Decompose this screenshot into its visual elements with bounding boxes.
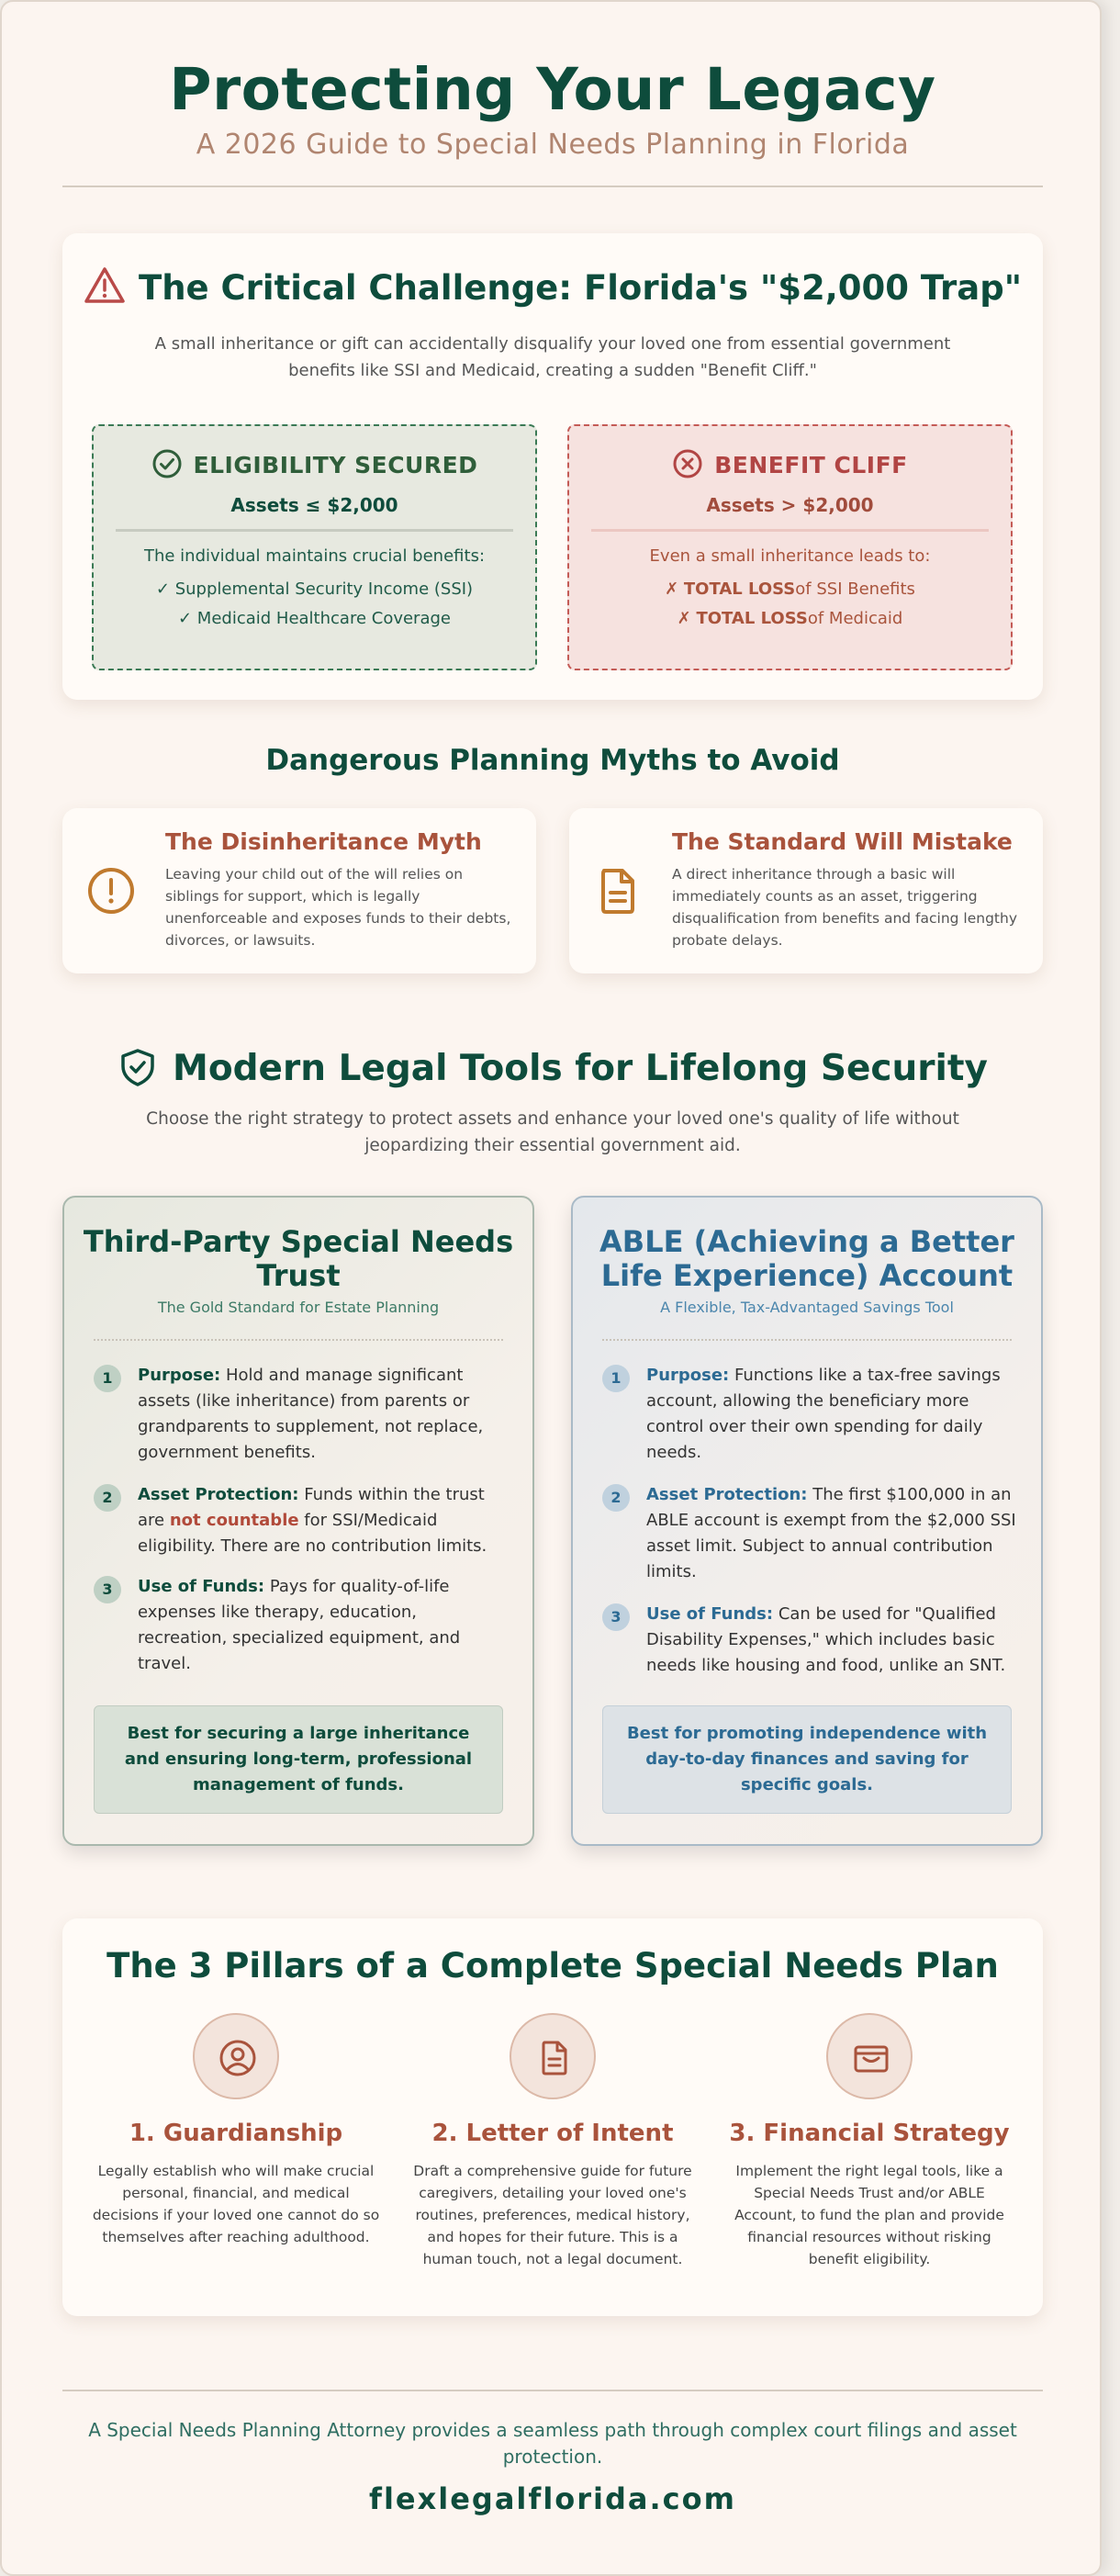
- number-badge: 3: [602, 1603, 630, 1631]
- cliff-lead: Even a small inheritance leads to:: [649, 546, 931, 566]
- able-account-card: [571, 1196, 1043, 1846]
- footer-note: A Special Needs Planning Attorney provides a seamless path through complex court filings and asset protection.: [88, 2419, 1017, 2468]
- number-badge: 1: [602, 1365, 630, 1392]
- number-badge: 1: [94, 1365, 121, 1392]
- number-badge: 3: [94, 1576, 121, 1603]
- challenge-description: A small inheritance or gift can accidentally disqualify your loved one from essential government benefits like SSI and Medicaid, creating a sudden "Benefit Cliff.": [154, 334, 951, 380]
- number-badge: 2: [94, 1484, 121, 1512]
- divider: [591, 529, 989, 532]
- snt-subtitle: The Gold Standard for Estate Planning: [157, 1299, 440, 1316]
- header: [62, 55, 1043, 161]
- pillar-guardianship: [84, 2013, 387, 2248]
- website-link[interactable]: flexlegalflorida.com: [369, 2481, 736, 2516]
- page-subtitle: A 2026 Guide to Special Needs Planning in Florida: [196, 129, 910, 161]
- snt-best-for: Best for securing a large inheritance and ensuring long-term, professional management of funds.: [94, 1705, 503, 1814]
- challenge-title-row: [62, 266, 1043, 308]
- tools-heading-row: [2, 1047, 1103, 1089]
- cliff-heading: BENEFIT CLIFF: [714, 452, 908, 478]
- myth-title: The Disinheritance Myth: [165, 828, 482, 855]
- eligibility-secured-box: [92, 424, 537, 670]
- benefit-cliff-box: [567, 424, 1013, 670]
- wallet-icon: [826, 2013, 913, 2099]
- dotted-divider: [602, 1339, 1012, 1341]
- pillar-title: 3. Financial Strategy: [729, 2120, 1010, 2147]
- challenge-title: The Critical Challenge: Florida's "$2,000 Trap": [138, 268, 1023, 308]
- shield-check-icon: [118, 1047, 158, 1087]
- pillar-letter-of-intent: [401, 2013, 704, 2270]
- able-subtitle: A Flexible, Tax-Advantaged Savings Tool: [660, 1299, 954, 1316]
- alert-circle-icon: [86, 866, 136, 916]
- myth-text: Leaving your child out of the will relies on siblings for support, which is legally unenforceable and exposes funds to their debts, divorces, or lawsuits.: [165, 866, 511, 949]
- pillar-title: 2. Letter of Intent: [431, 2120, 674, 2147]
- list-item: ✗ TOTAL LOSSof SSI Benefits: [665, 579, 915, 599]
- pillar-financial-strategy: [718, 2013, 1021, 2270]
- document-icon: [510, 2013, 596, 2099]
- footer-divider: [62, 2390, 1043, 2391]
- person-icon: [193, 2013, 279, 2099]
- document-icon: [593, 866, 643, 916]
- dotted-divider: [94, 1339, 503, 1341]
- list-item: ✓ Supplemental Security Income (SSI): [155, 579, 474, 599]
- eligibility-lead: The individual maintains crucial benefits:: [143, 546, 486, 566]
- list-item: ✗ TOTAL LOSSof Medicaid: [677, 609, 903, 628]
- divider: [116, 529, 513, 532]
- myth-card-disinheritance: [62, 808, 536, 973]
- cliff-assets: Assets > $2,000: [706, 494, 874, 516]
- list-item: 2 Asset Protection: The first $100,000 in an ABLE account is exempt from the $2,000 SSI asset limit. Subject to annual contribution limits.: [602, 1482, 1017, 1585]
- able-title: ABLE (Achieving a Better Life Experience) Account: [599, 1224, 1014, 1293]
- snt-title: Third-Party Special Needs Trust: [83, 1224, 514, 1293]
- myths-heading: Dangerous Planning Myths to Avoid: [265, 744, 840, 777]
- myth-text: A direct inheritance through a basic will immediately counts as an asset, triggering disqualification from benefits and facing lengthy probate delays.: [672, 866, 1018, 949]
- eligibility-assets: Assets ≤ $2,000: [230, 494, 398, 516]
- tools-heading: Modern Legal Tools for Lifelong Security: [173, 1048, 988, 1089]
- list-item: 1 Purpose: Functions like a tax-free savings account, allowing the beneficiary more control over their own spending for daily needs.: [602, 1363, 1017, 1466]
- pillar-title: 1. Guardianship: [129, 2120, 343, 2147]
- pillar-text: Legally establish who will make crucial personal, financial, and medical decisions if your loved one cannot do so themselves after reaching adulthood.: [92, 2163, 380, 2245]
- page-title: Protecting Your Legacy: [169, 56, 936, 123]
- pillar-text: Implement the right legal tools, like a Special Needs Trust and/or ABLE Account, to fund the plan and provide financial resources without risking benefit eligibility.: [734, 2163, 1004, 2267]
- challenge-card: [62, 233, 1043, 700]
- list-item: 3 Use of Funds: Pays for quality-of-life expenses like therapy, education, recreation, specialized equipment, and travel.: [94, 1574, 509, 1677]
- list-item: ✓ Medicaid Healthcare Coverage: [178, 609, 451, 628]
- header-divider: [62, 186, 1043, 187]
- check-circle-icon: [151, 448, 183, 479]
- list-item: 2 Asset Protection: Funds within the trust are not countable for SSI/Medicaid eligibility. There are no contribution limits.: [94, 1482, 509, 1559]
- pillars-heading: The 3 Pillars of a Complete Special Needs Plan: [106, 1946, 999, 1985]
- list-item: 1 Purpose: Hold and manage significant assets (like inheritance) from parents or grandparents to supplement, not replace, government benefits.: [94, 1363, 509, 1466]
- pillar-text: Draft a comprehensive guide for future caregivers, detailing your loved one's routines, preferences, medical history, and hopes for their future. This is a human touch, not a legal document.: [413, 2163, 692, 2267]
- number-badge: 2: [602, 1484, 630, 1512]
- tools-description: Choose the right strategy to protect assets and enhance your loved one's quality of life without jeopardizing their essential government aid.: [146, 1109, 959, 1155]
- list-item: 3 Use of Funds: Can be used for "Qualified Disability Expenses," which includes basic needs like housing and food, unlike an SNT.: [602, 1602, 1017, 1679]
- x-circle-icon: [672, 448, 703, 479]
- myth-title: The Standard Will Mistake: [672, 828, 1013, 855]
- myth-card-standard-will: [569, 808, 1043, 973]
- able-best-for: Best for promoting independence with day-to-day finances and saving for specific goals.: [602, 1705, 1012, 1814]
- pillars-card: [62, 1918, 1043, 2316]
- special-needs-trust-card: [62, 1196, 534, 1846]
- warning-triangle-icon: [84, 266, 126, 305]
- eligibility-heading: ELIGIBILITY SECURED: [193, 452, 478, 478]
